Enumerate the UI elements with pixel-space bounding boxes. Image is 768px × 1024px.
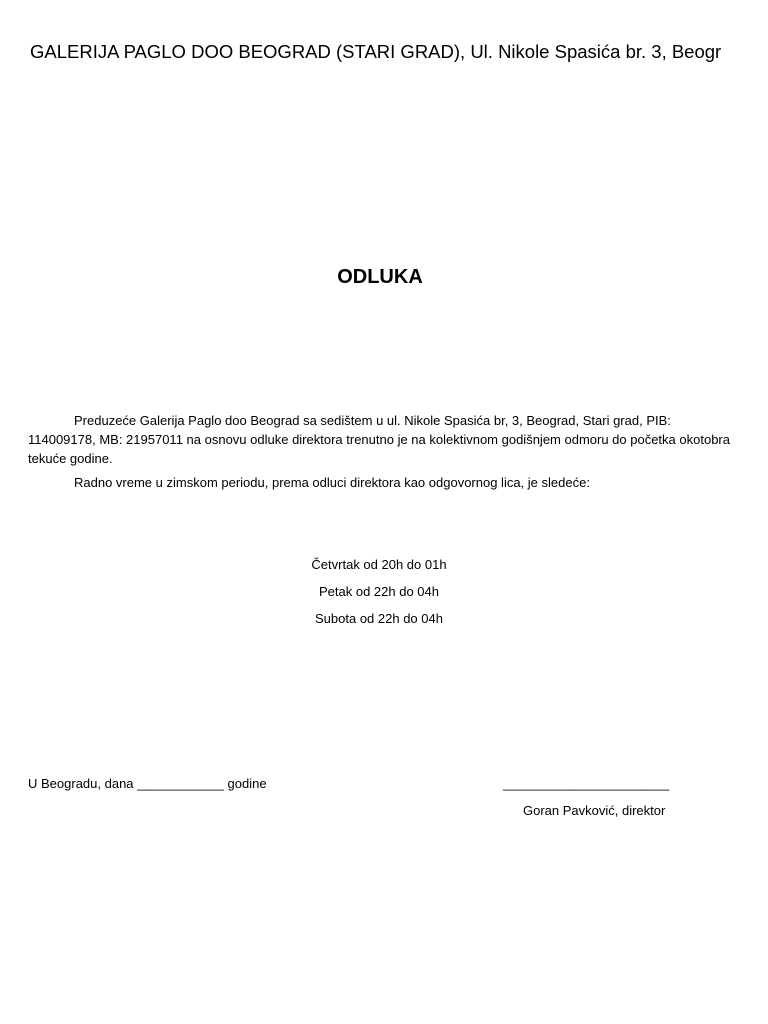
working-hours-intro: Radno vreme u zimskom periodu, prema odluci direktora kao odgovornog lica, je sledeće: <box>74 475 590 490</box>
place-date-line: U Beogradu, dana ____________ godine <box>28 776 267 791</box>
schedule-item-saturday: Subota od 22h do 04h <box>315 611 443 626</box>
signature-line: _______________________ <box>503 776 670 791</box>
schedule-item-thursday: Četvrtak od 20h do 01h <box>311 557 447 572</box>
decision-paragraph: Preduzeće Galerija Paglo doo Beograd sa sedištem u ul. Nikole Spasića br, 3, Beograd, Stari grad, PIB: 114009178, MB: 21957011 na osnovu odluke direktora trenutno je na kolektivnom godišnjem odmoru do početka okotobra tekuće godine. <box>28 413 730 466</box>
company-header: GALERIJA PAGLO DOO BEOGRAD (STARI GRAD), Ul. Nikole Spasića br. 3, Beogr <box>30 41 722 62</box>
signatory-name: Goran Pavković, direktor <box>523 803 666 818</box>
document-title: ODLUKA <box>337 266 423 288</box>
schedule-item-friday: Petak od 22h do 04h <box>319 584 439 599</box>
